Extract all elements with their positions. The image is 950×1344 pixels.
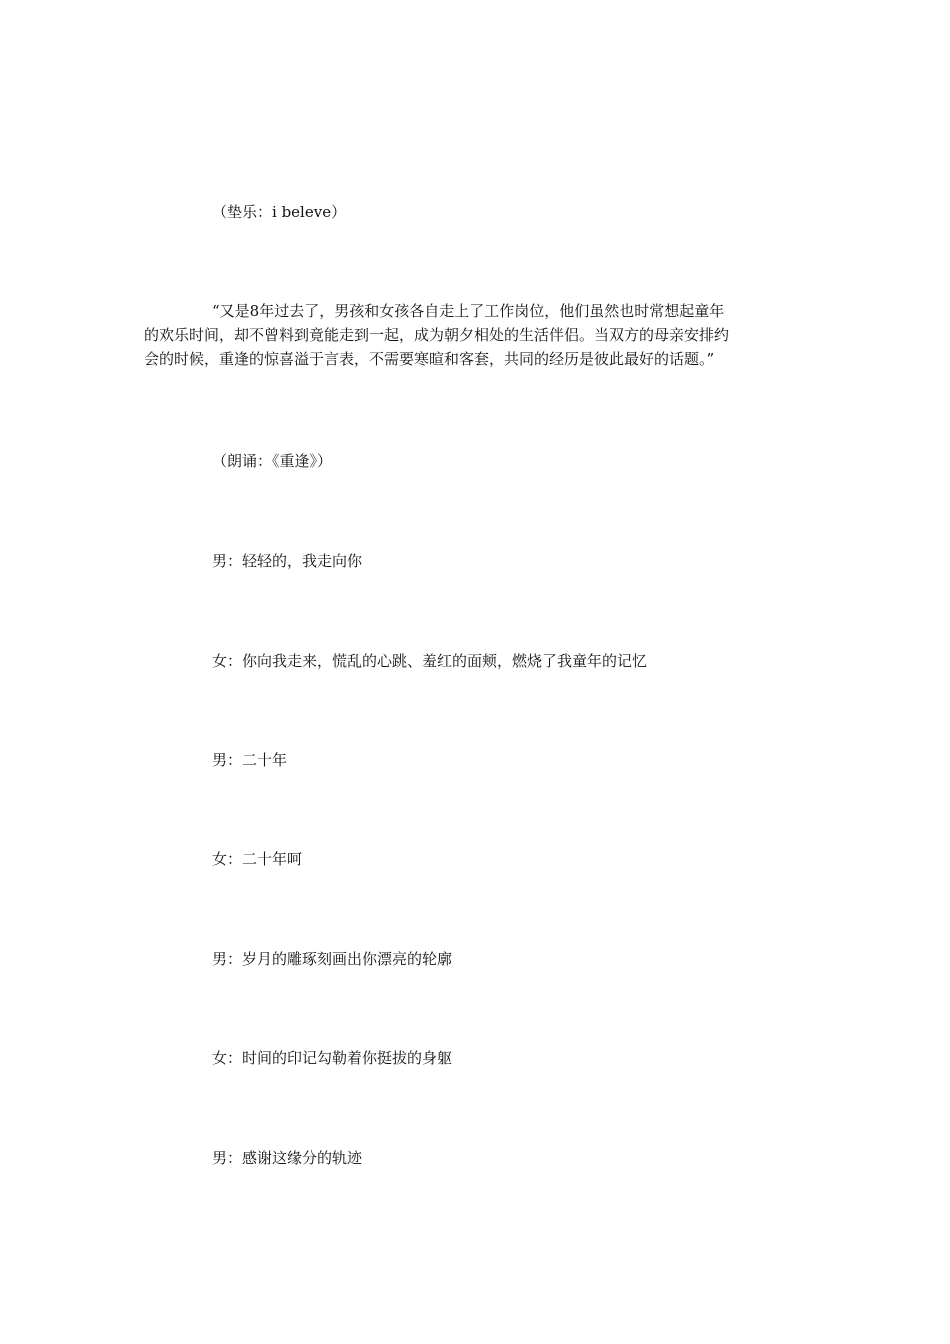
narration-line-3: 会的时候，重逢的惊喜溢于言表，不需要寒暄和客套，共同的经历是彼此最好的话题。” xyxy=(144,350,715,368)
narration-line-2: 的欢乐时间，却不曾料到竟能走到一起，成为朝夕相处的生活伴侣。当双方的母亲安排约 xyxy=(144,326,730,344)
dialogue-line: 女：你向我走来，慌乱的心跳、羞红的面颊，燃烧了我童年的记忆 xyxy=(212,652,648,670)
dialogue-line: 男：岁月的雕琢刻画出你漂亮的轮廓 xyxy=(212,950,453,968)
dialogue-line: 女：二十年呵 xyxy=(212,850,303,868)
dialogue-line: 男：感谢这缘分的轨迹 xyxy=(212,1149,363,1167)
recitation-title: （朗诵：《重逢》） xyxy=(212,452,333,470)
narration-line-1: “又是8年过去了，男孩和女孩各自走上了工作岗位，他们虽然也时常想起童年 xyxy=(212,302,725,320)
dialogue-line: 男：轻轻的，我走向你 xyxy=(212,552,363,570)
dialogue-line: 女：时间的印记勾勒着你挺拔的身躯 xyxy=(212,1049,453,1067)
narration-paragraph xyxy=(144,299,806,371)
music-note: （垫乐：i beleve） xyxy=(212,203,347,221)
dialogue-line: 男：二十年 xyxy=(212,751,288,769)
